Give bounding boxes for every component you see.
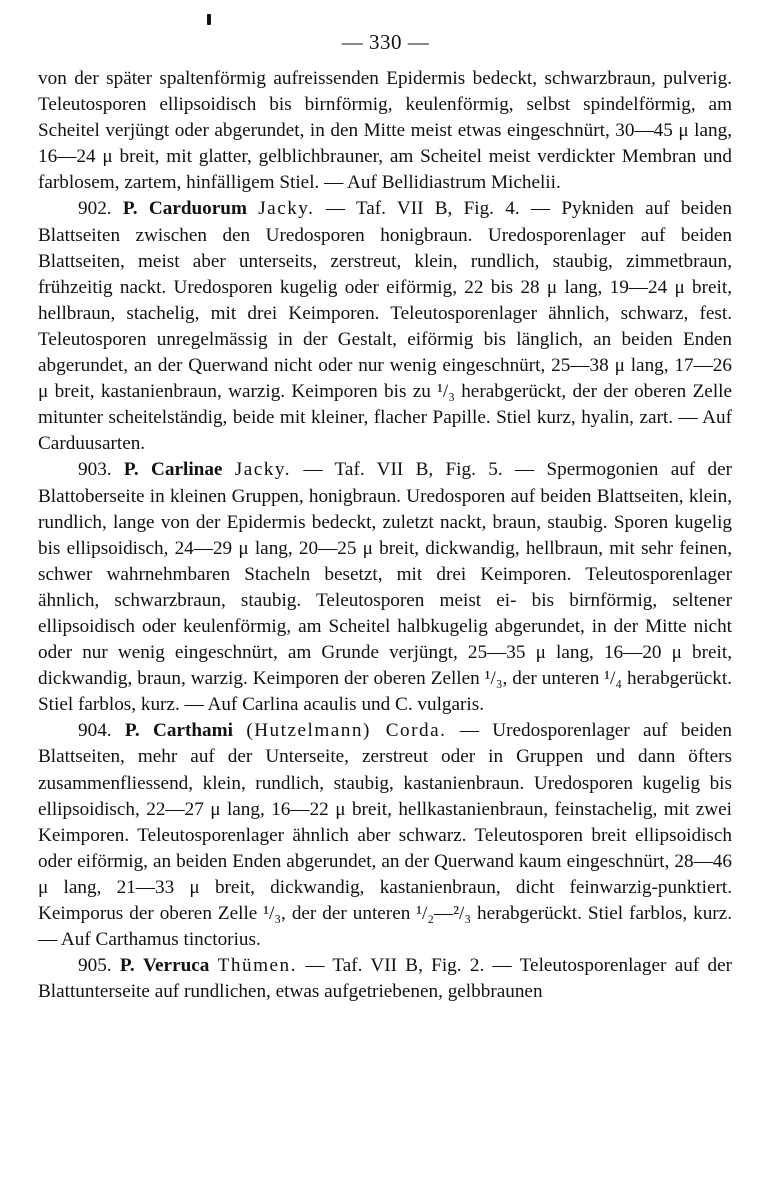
page-number: — 330 —: [341, 30, 430, 54]
ink-mark: [207, 14, 211, 25]
genus-abbrev: P.: [122, 198, 138, 220]
entry-904: [38, 718, 732, 953]
author-name: Jacky.: [234, 459, 292, 481]
body-text: [38, 66, 732, 1005]
intro-paragraph: von der später spaltenförmig aufreissenden Epidermis bedeckt, schwarzbraun, pulverig. Teleutosporen ellipsoidisch bis birnförmig, keulenförmig, selbst spindelförmig, am Scheitel verjüngt oder abgerundet, in den Mitte meist etwas eingeschnürt, 30—45 μ lang, 16—24 μ breit, mit glatter, gelblichbrauner, am Scheitel meist verdickter Membran und farblosem, zartem, hinfälligem Stiel. — Auf Bellidiastrum Michelii.: [38, 68, 732, 194]
author-name: (Hutzelmann) Corda.: [246, 720, 447, 742]
entry-number: 903.: [78, 459, 112, 481]
genus-abbrev: P.: [119, 955, 135, 977]
species-name: Carduorum: [148, 198, 247, 220]
entry-text: — Taf. VII B, Fig. 4. — Pykniden auf beiden Blattseiten zwischen den Uredosporen honigbraun. Uredosporenlager auf beiden Blattseiten, meist aber unterseits, zerstreut, klein, rundlich, staubig, zimmetbraun, frühzeitig nackt. Uredosporen kugelig oder eiförmig, 22 bis 28 μ lang, 19—24 μ breit, hellbraun, stachelig, mit drei Keimporen. Teleutosporenlager ähnlich, schwarz, fest. Teleutosporen unregelmässig in der Gestalt, eiförmig bis länglich, an beiden Enden abgerundet, an der Querwand nicht oder nur wenig eingeschnürt, 25—38 μ lang, 17—26 μ breit, kastanienbraun, warzig. Keimporen bis zu ¹/₃ herabgerückt, der der oberen Zelle mitunter scheitelständig, beide mit kleiner, flacher Papille. Stiel kurz, hyalin, zart. — Auf Carduusarten.: [38, 198, 732, 455]
entry-text: — Taf. VII B, Fig. 5. — Spermogonien auf der Blattoberseite in kleinen Gruppen, honigbraun. Uredosporen auf beiden Blattseiten, klein, rundlich, lange von der Epidermis bedeckt, zuletzt nackt, braun, staubig. Sporen kugelig bis ellipsoidisch, 24—29 μ lang, 20—25 μ breit, dickwandig, hellbraun, mit sehr feinen, schwer wahrnehmbaren Stacheln besetzt, mit drei Keimporen. Teleutosporenlager ähnlich, schwarzbraun, staubig. Teleutosporen meist ei- bis birnförmig, seltener ellipsoidisch oder keulenförmig, am Scheitel halbkugelig abgerundet, in der Mitte nicht oder nur wenig eingeschnürt, am Grunde verjüngt, 25—35 μ lang, 16—20 μ breit, dickwandig, braun, warzig. Keimporen der oberen Zellen ¹/₃, der unteren ¹/₄ herabgerückt. Stiel farblos, kurz. — Auf Carlina acaulis und C. vulgaris.: [38, 459, 733, 716]
species-name: Verruca: [142, 955, 210, 977]
author-name: Jacky.: [258, 198, 315, 220]
entry-903: [38, 457, 732, 718]
entry-number: 904.: [78, 720, 112, 742]
entry-905: [38, 953, 732, 1005]
entry-902: [38, 196, 732, 457]
entry-text: — Taf. VII B, Fig. 2. — Teleutosporenlager auf der Blattunterseite auf rundlichen, etwas aufgetriebenen, gelbbraunen: [38, 955, 733, 1003]
entry-number: 902.: [78, 198, 112, 220]
genus-abbrev: P.: [124, 720, 140, 742]
author-name: Thümen.: [217, 955, 297, 977]
genus-abbrev: P.: [123, 459, 139, 481]
species-name: Carlinae: [151, 459, 223, 481]
entry-text: — Uredosporenlager auf beiden Blattseiten, mehr auf der Unterseite, zerstreut oder in Gruppen und dann öfters zusammenfliessend, klein, rundlich, staubig, kastanienbraun. Uredosporen kugelig bis ellipsoidisch, 22—27 μ lang, 16—22 μ breit, hellkastanienbraun, feinstachelig, mit zwei Keimporen. Teleutosporenlager ähnlich aber schwarz. Teleutosporen breit ellipsoidisch oder eiförmig, an beiden Enden abgerundet, an der Querwand kaum eingeschnürt, 28—46 μ lang, 21—33 μ breit, dickwandig, kastanienbraun, dicht feinwarzig-punktiert. Keimporus der oberen Zelle ¹/₃, der der unteren ¹/₂—²/₃ herabgerückt. Stiel farblos, kurz. — Auf Carthamus tinctorius.: [38, 720, 733, 951]
entry-number: 905.: [78, 955, 112, 977]
species-name: Carthami: [153, 720, 233, 742]
